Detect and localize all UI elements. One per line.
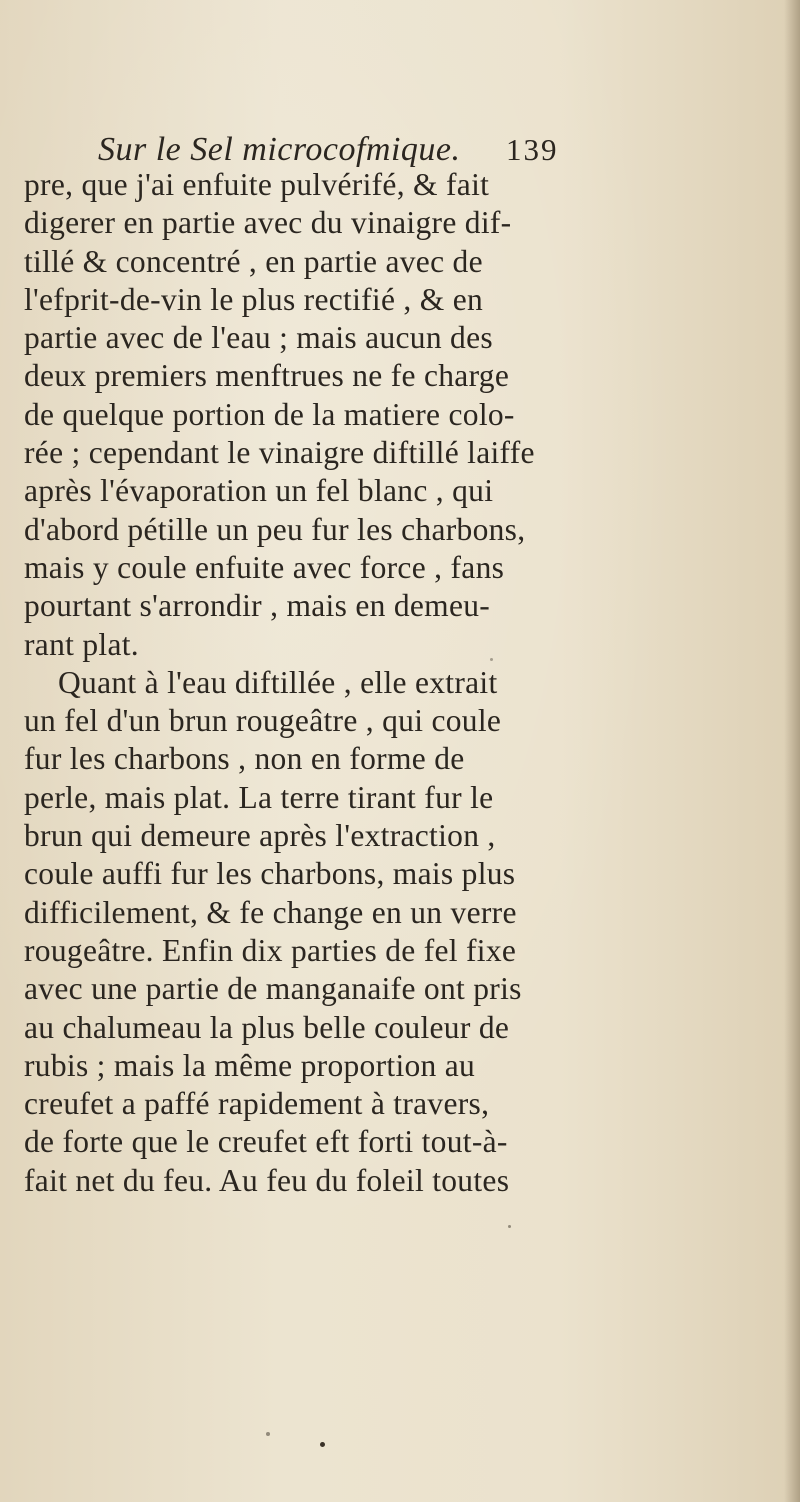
text-line: deux premiers menftrues ne fe charge [24,358,510,394]
ink-speck [508,1225,511,1228]
text-line: brun qui demeure après l'extraction , [24,818,496,854]
text-line: tillé & concentré , en partie avec de [24,243,483,279]
text-line: rant plat. [24,626,139,662]
text-line: partie avec de l'eau ; mais aucun des [24,320,493,356]
text-line: creufet a paffé rapidement à travers, [24,1086,490,1122]
page-number: 139 [506,132,559,167]
text-line: rougeâtre. Enfin dix parties de fel fixe [24,932,517,968]
text-line: au chalumeau la plus belle couleur de [24,1009,510,1045]
text-line: d'abord pétille un peu fur les charbons, [24,511,526,547]
text-line: l'efprit-de-vin le plus rectifié , & en [24,281,484,317]
text-line: avec une partie de manganaife ont pris [24,971,522,1007]
ink-speck [490,658,493,661]
text-line: coule auffi fur les charbons, mais plus [24,856,516,892]
text-line: rée ; cependant le vinaigre diftillé laiffe [24,435,535,471]
text-line: digerer en partie avec du vinaigre dif- [24,205,512,241]
text-line: après l'évaporation un fel blanc , qui [24,473,494,509]
text-line: mais y coule enfuite avec force , fans [24,549,505,585]
text-line: fait net du feu. Au feu du foleil toutes [24,1162,510,1198]
body-text [24,166,794,1200]
running-title: Sur le Sel microcofmique. [98,131,461,168]
text-line: fur les charbons , non en forme de [24,741,465,777]
paragraph-start-line: Quant à l'eau diftillée , elle extrait [58,664,498,700]
text-line: rubis ; mais la même proportion au [24,1047,476,1083]
text-line: perle, mais plat. La terre tirant fur le [24,779,494,815]
text-line: de quelque portion de la matiere colo- [24,396,515,432]
text-line: pourtant s'arrondir , mais en demeu- [24,588,491,624]
ink-speck [320,1442,325,1447]
text-line: pre, que j'ai enfuite pulvérifé, & fait [24,167,490,202]
ink-speck [266,1432,270,1436]
text-line: difficilement, & fe change en un verre [24,894,517,930]
text-line: de forte que le creufet eft forti tout-à- [24,1124,508,1160]
text-line: un fel d'un brun rougeâtre , qui coule [24,703,502,739]
